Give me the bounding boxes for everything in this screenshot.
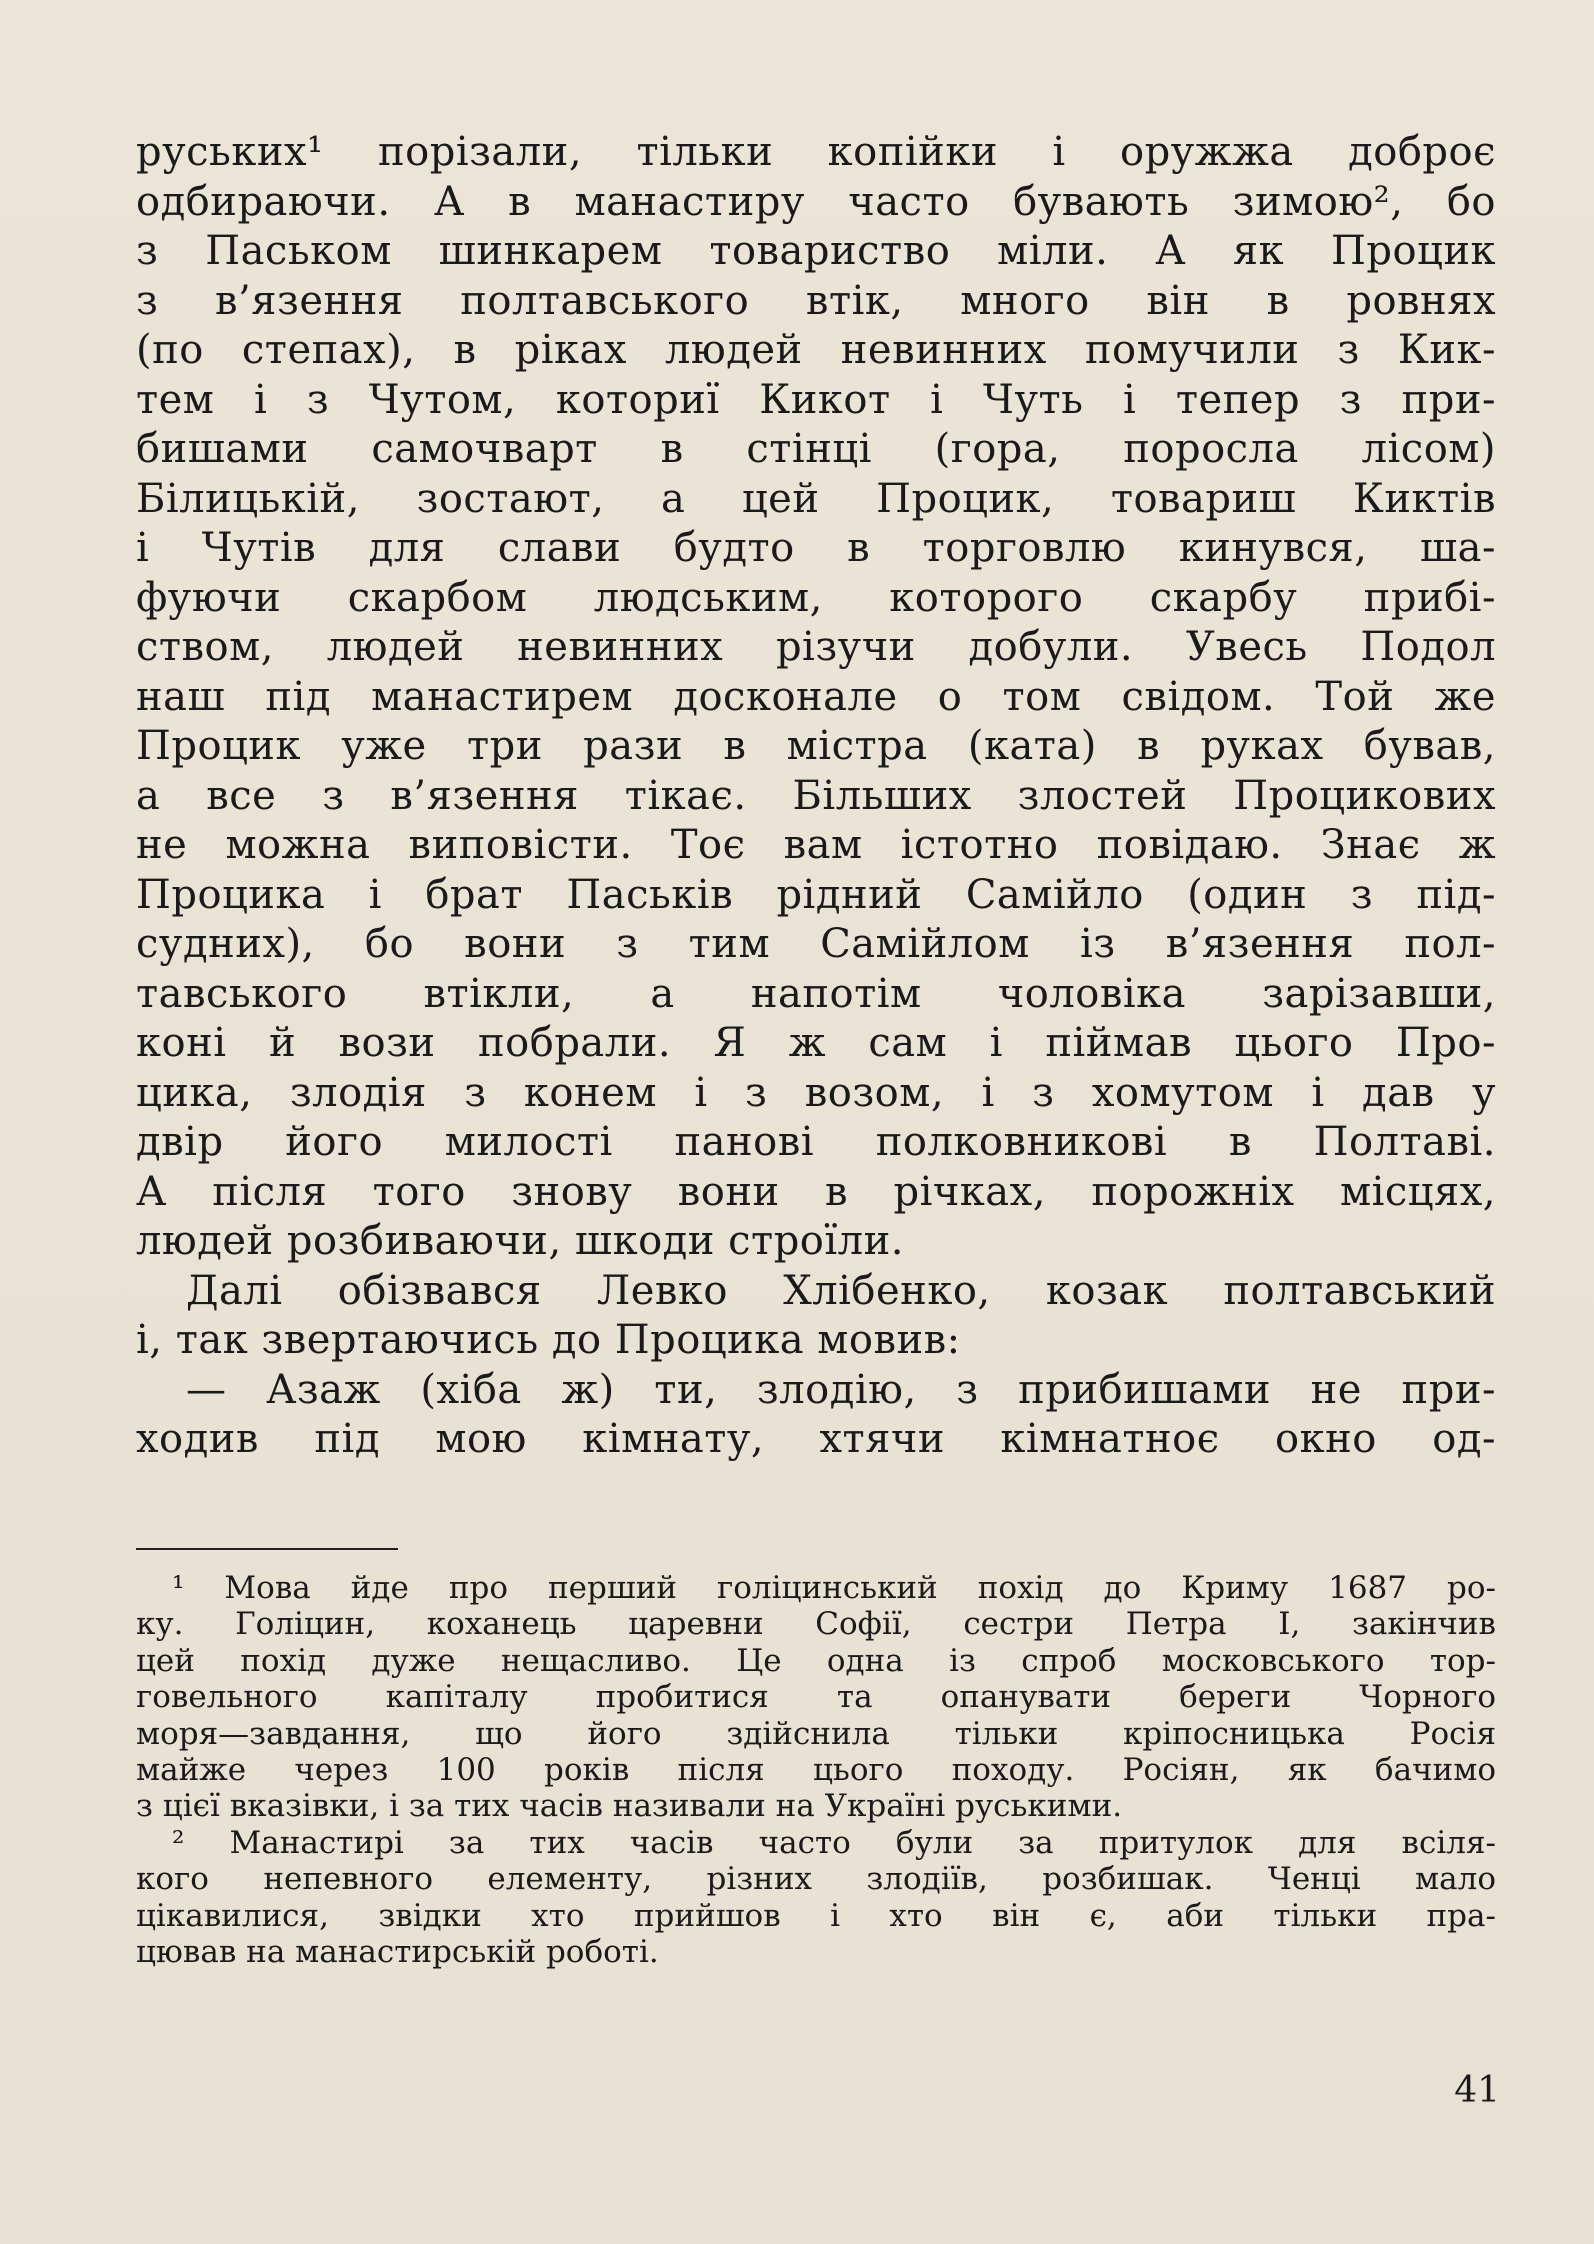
footnote-line: цював на манастирській роботі. [136,1933,659,1970]
footnote-divider [136,1548,398,1550]
text-line: а все з в’язення тікає. Більших злостей Процикових [136,772,1496,819]
footnote-line: майже через 100 років після цього походу. Росіян, як бачимо [136,1751,1496,1788]
text-line: тем і з Чутом, коториї Кикот і Чуть і тепер з при- [136,376,1496,423]
text-line: одбираючи. А в манастиру часто бувають зимою², бо [136,178,1496,225]
text-line: з Паськом шинкарем товариство міли. А як Процик [136,228,1496,274]
text-line: не можна виповісти. Тоє вам істотно повідаю. Знає ж [136,822,1496,868]
text-line: Процик уже три рази в містра (ката) в руках бував, [136,723,1496,769]
footnote-line: моря—завдання, що його здійснила тільки кріпосницька Росія [136,1715,1496,1752]
text-line: Далі обізвався Левко Хлібенко, козак полтавський [186,1267,1496,1314]
page-number: 41 [1454,2070,1500,2111]
text-line: наш під манастирем досконале о том свідом. Той же [136,673,1496,720]
text-line: коні й вози побрали. Я ж сам і піймав цього Про- [136,1020,1496,1066]
text-line: Процика і брат Паськів рідний Самійло (один з під- [136,871,1496,918]
footnote-line: цікавилися, звідки хто прийшов і хто він є, аби тільки пра- [136,1897,1496,1934]
text-line: руських¹ порізали, тільки копійки і оружжа доброє [136,129,1496,175]
footnote-line: з цієї вказівки, і за тих часів називали на Україні руськими. [136,1788,1123,1825]
text-line: бишами самочварт в стінці (гора, поросла лісом) [136,426,1496,472]
text-line: з в’язення полтавського втік, много він в ровнях [136,277,1496,324]
text-line: фуючи скарбом людським, которого скарбу прибі- [136,574,1496,621]
text-line: А після того знову вони в річках, порожніх місцях, [136,1168,1496,1215]
text-line: і Чутів для слави будто в торговлю кинувся, ша- [136,525,1496,571]
footnote-line: ку. Голіцин, коханець царевни Софії, сестри Петра I, закінчив [136,1606,1496,1643]
text-line: людей розбиваючи, шкоди строїли. [136,1218,904,1264]
main-text-block [136,128,1496,1465]
text-line: цика, злодія з конем і з возом, і з хомутом і дав у [136,1069,1496,1116]
footnote-line: ¹ Мова йде про перший голіцинський похід до Криму 1687 ро- [172,1570,1496,1606]
text-line: судних), бо вони з тим Самійлом із в’язення пол- [136,921,1496,967]
footnote-line: цей похід дуже нещасливо. Це одна із спроб московського тор- [136,1642,1496,1679]
text-line: — Азаж (хіба ж) ти, злодію, з прибишами не при- [186,1366,1496,1413]
footnote-line: ² Манастирі за тих часів часто були за притулок для всіля- [172,1824,1496,1861]
text-line: Білицькій, зостают, а цей Процик, товариш Киктів [136,475,1496,522]
text-line: ходив під мою кімнату, хтячи кімнатноє окно од- [136,1416,1496,1462]
text-line: ством, людей невинних різучи добули. Увесь Подол [136,624,1496,670]
text-line: двір його милості панові полковникові в Полтаві. [136,1119,1496,1165]
text-line: і, так звертаючись до Процика мовив: [136,1317,961,1363]
footnote-line: говельного капіталу пробитися та опанувати береги Чорного [136,1679,1496,1716]
text-line: тавського втікли, а напотім чоловіка зарізавши, [136,970,1496,1017]
text-line: (по степах), в ріках людей невинних помучили з Кик- [136,327,1496,373]
footnotes-block [136,1570,1496,1970]
footnote-line: кого непевного елементу, різних злодіїв, розбишак. Ченці мало [136,1861,1496,1898]
